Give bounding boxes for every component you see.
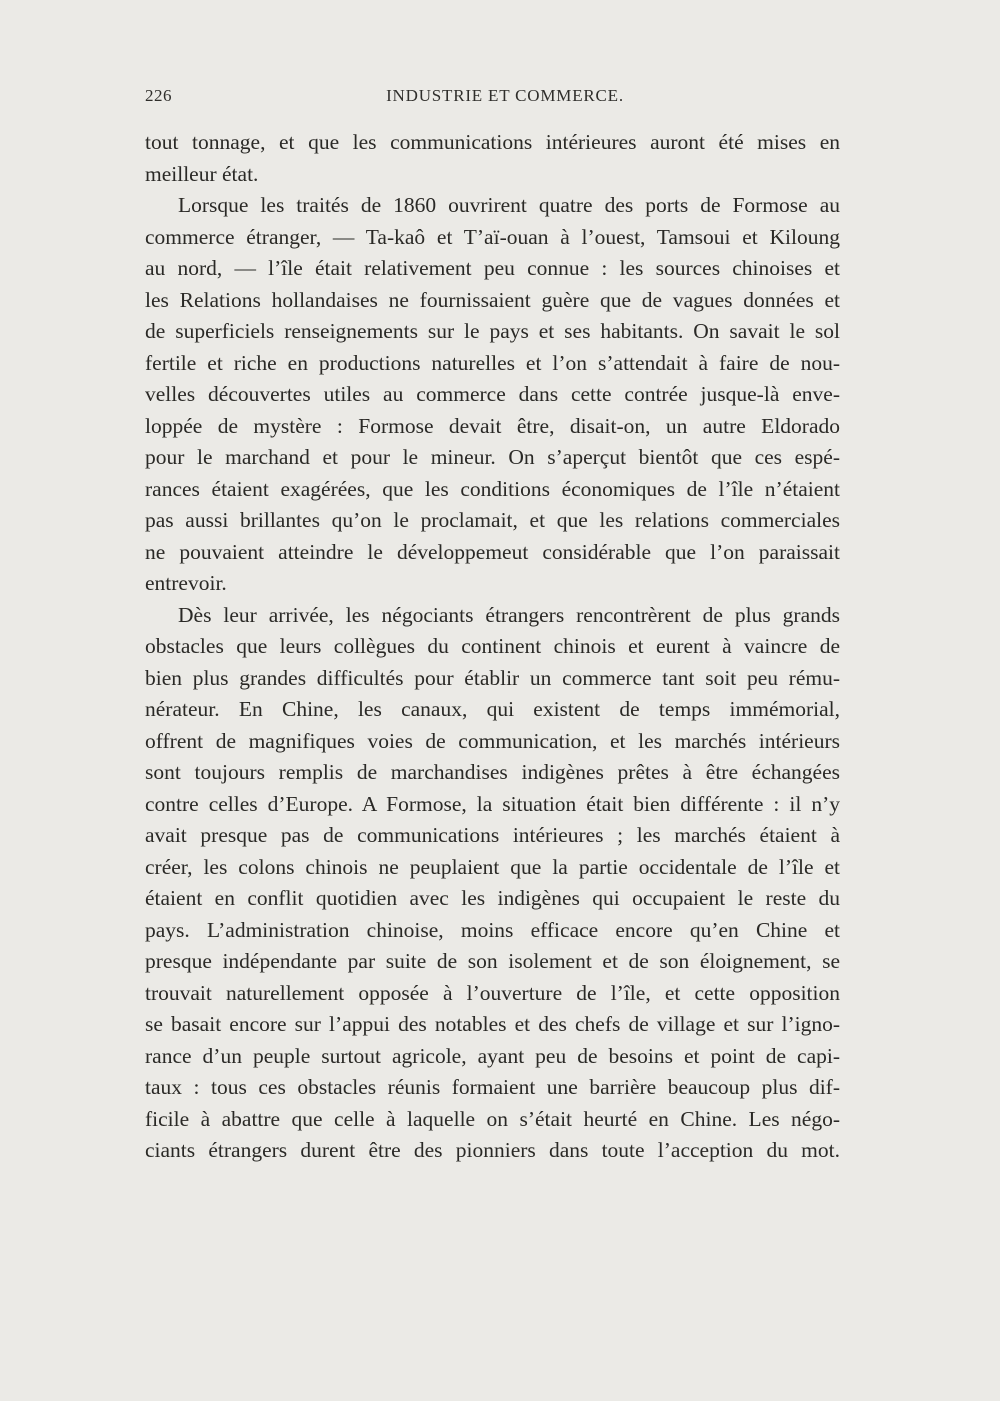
text-line: pays. L’administration chinoise, moins efficace encore qu’en Chine et (145, 917, 840, 942)
text-line: rance d’un peuple surtout agricole, ayant peu de besoins et point de capi- (145, 1043, 840, 1068)
text-line: se basait encore sur l’appui des notables et des chefs de village et sur l’igno- (145, 1012, 840, 1036)
text-line: meilleur état. (145, 161, 259, 186)
text-line: Lorsque les traités de 1860 ouvrirent quatre des ports de Formose au (178, 193, 840, 217)
text-line: de superficiels renseignements sur le pays et ses habitants. On savait le sol (145, 319, 840, 343)
text-line: fertile et riche en productions naturelles et l’on s’attendait à faire de nou- (145, 350, 840, 375)
text-line: étaient en conflit quotidien avec les indigènes qui occupaient le reste du (145, 886, 840, 910)
text-line: entrevoir. (145, 571, 227, 595)
text-line: avait presque pas de communications intérieures ; les marchés étaient à (145, 823, 840, 847)
text-line: créer, les colons chinois ne peuplaient que la partie occidentale de l’île et (145, 854, 840, 879)
text-line: trouvait naturellement opposée à l’ouverture de l’île, et cette opposition (145, 980, 840, 1005)
body-text (145, 127, 840, 1167)
text-line: les Relations hollandaises ne fournissaient guère que de vagues données et (145, 287, 840, 312)
text-line: commerce étranger, — Ta-kaô et T’aï-ouan à l’ouest, Tamsoui et Kiloung (145, 224, 840, 249)
text-line: ciants étrangers durent être des pionniers dans toute l’acception du mot. (145, 1138, 840, 1162)
text-line: bien plus grandes difficultés pour établir un commerce tant soit peu rému- (145, 665, 840, 690)
text-line: velles découvertes utiles au commerce dans cette contrée jusque-là enve- (145, 382, 840, 406)
paragraph (145, 600, 840, 1167)
text-line: tout tonnage, et que les communications intérieures auront été mises en (145, 130, 840, 154)
text-line: sont toujours remplis de marchandises indigènes prêtes à être échangées (145, 760, 840, 784)
text-line: loppée de mystère : Formose devait être, disait-on, un autre Eldorado (145, 413, 840, 438)
text-line: pas aussi brillantes qu’on le proclamait, et que les relations commerciales (145, 508, 840, 532)
paragraph (145, 190, 840, 600)
text-line: offrent de magnifiques voies de communication, et les marchés intérieurs (145, 728, 840, 753)
text-line: pour le marchand et pour le mineur. On s’aperçut bientôt que ces espé- (145, 445, 840, 469)
running-title: INDUSTRIE ET COMMERCE. (386, 86, 624, 105)
running-head (145, 86, 840, 106)
text-line: presque indépendante par suite de son isolement et de son éloignement, se (145, 949, 840, 973)
paragraph (145, 127, 840, 190)
text-line: ne pouvaient atteindre le développemeut considérable que l’on paraissait (145, 539, 840, 564)
text-line: au nord, — l’île était relativement peu connue : les sources chinoises et (145, 256, 840, 280)
text-line: nérateur. En Chine, les canaux, qui existent de temps immémorial, (145, 697, 840, 721)
text-line: contre celles d’Europe. A Formose, la situation était bien différente : il n’y (145, 791, 840, 816)
text-line: taux : tous ces obstacles réunis formaient une barrière beaucoup plus dif- (145, 1075, 840, 1099)
text-line: rances étaient exagérées, que les conditions économiques de l’île n’étaient (145, 476, 840, 501)
text-line: Dès leur arrivée, les négociants étrangers rencontrèrent de plus grands (178, 602, 840, 627)
text-line: ficile à abattre que celle à laquelle on s’était heurté en Chine. Les négo- (145, 1106, 840, 1131)
page-number: 226 (145, 86, 172, 105)
text-line: obstacles que leurs collègues du continent chinois et eurent à vaincre de (145, 634, 840, 658)
